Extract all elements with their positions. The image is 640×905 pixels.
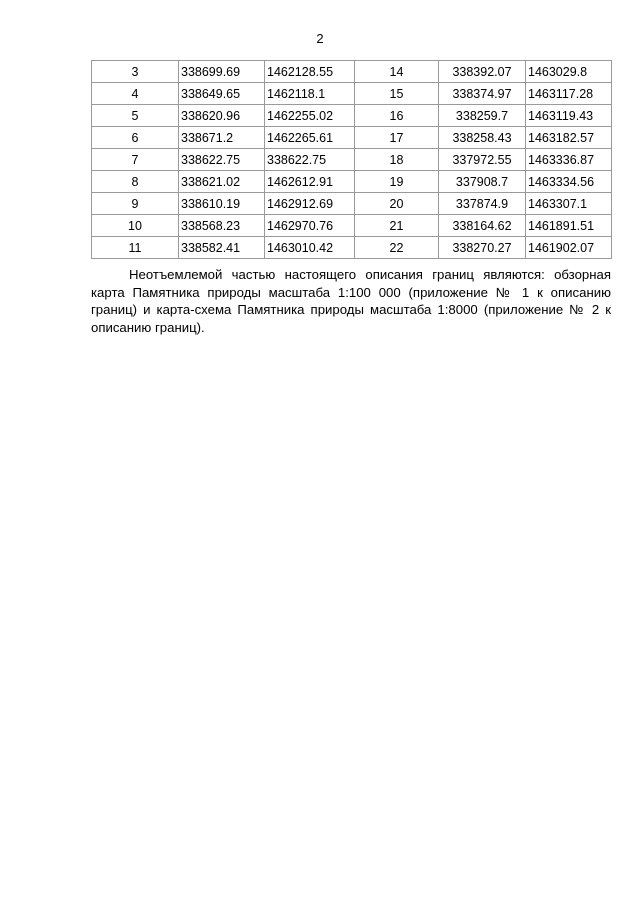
- table-row: [92, 105, 612, 127]
- y-coordinate-cell: 1461902.07: [526, 237, 612, 259]
- x-coordinate-cell: 338622.75: [179, 149, 265, 171]
- point-number-cell: 17: [355, 127, 439, 149]
- y-coordinate-cell: 1463117.28: [526, 83, 612, 105]
- table-row: [92, 171, 612, 193]
- point-number-cell: 9: [92, 193, 179, 215]
- y-coordinate-cell: 1463336.87: [526, 149, 612, 171]
- point-number-cell: 18: [355, 149, 439, 171]
- y-coordinate-cell: 1462118.1: [265, 83, 355, 105]
- point-number-cell: 21: [355, 215, 439, 237]
- y-coordinate-cell: 1463334.56: [526, 171, 612, 193]
- x-coordinate-cell: 338392.07: [439, 61, 526, 83]
- y-coordinate-cell: 1462970.76: [265, 215, 355, 237]
- coordinates-table-body: [92, 61, 612, 259]
- x-coordinate-cell: 338164.62: [439, 215, 526, 237]
- point-number-cell: 11: [92, 237, 179, 259]
- y-coordinate-cell: 1462128.55: [265, 61, 355, 83]
- point-number-cell: 15: [355, 83, 439, 105]
- point-number-cell: 3: [92, 61, 179, 83]
- y-coordinate-cell: 1463010.42: [265, 237, 355, 259]
- table-row: [92, 149, 612, 171]
- x-coordinate-cell: 338258.43: [439, 127, 526, 149]
- y-coordinate-cell: 1462265.61: [265, 127, 355, 149]
- x-coordinate-cell: 338374.97: [439, 83, 526, 105]
- x-coordinate-cell: 338610.19: [179, 193, 265, 215]
- x-coordinate-cell: 338259.7: [439, 105, 526, 127]
- annex-description-paragraph: Неотъемлемой частью настоящего описания границ являются: обзорная карта Памятника природы масштаба 1:100 000 (приложение № 1 к описанию границ) и карта-схема Памятника природы масштаба 1:8000 (приложение № 2 к описанию границ).: [91, 267, 611, 335]
- table-row: [92, 237, 612, 259]
- y-coordinate-cell: 1461891.51: [526, 215, 612, 237]
- x-coordinate-cell: 338649.65: [179, 83, 265, 105]
- x-coordinate-cell: 338582.41: [179, 237, 265, 259]
- table-row: [92, 83, 612, 105]
- point-number-cell: 16: [355, 105, 439, 127]
- table-row: [92, 215, 612, 237]
- y-coordinate-cell: 1463119.43: [526, 105, 612, 127]
- point-number-cell: 20: [355, 193, 439, 215]
- y-coordinate-cell: 1462255.02: [265, 105, 355, 127]
- point-number-cell: 5: [92, 105, 179, 127]
- x-coordinate-cell: 337874.9: [439, 193, 526, 215]
- x-coordinate-cell: 338621.02: [179, 171, 265, 193]
- x-coordinate-cell: 337908.7: [439, 171, 526, 193]
- x-coordinate-cell: 338671.2: [179, 127, 265, 149]
- y-coordinate-cell: 338622.75: [265, 149, 355, 171]
- x-coordinate-cell: 338620.96: [179, 105, 265, 127]
- point-number-cell: 6: [92, 127, 179, 149]
- table-row: [92, 61, 612, 83]
- coordinates-table: [91, 60, 612, 259]
- point-number-cell: 8: [92, 171, 179, 193]
- table-row: [92, 193, 612, 215]
- x-coordinate-cell: 338699.69: [179, 61, 265, 83]
- x-coordinate-cell: 338568.23: [179, 215, 265, 237]
- point-number-cell: 19: [355, 171, 439, 193]
- y-coordinate-cell: 1462912.69: [265, 193, 355, 215]
- point-number-cell: 14: [355, 61, 439, 83]
- y-coordinate-cell: 1463182.57: [526, 127, 612, 149]
- page-number: 2: [316, 31, 324, 46]
- point-number-cell: 4: [92, 83, 179, 105]
- point-number-cell: 10: [92, 215, 179, 237]
- y-coordinate-cell: 1462612.91: [265, 171, 355, 193]
- x-coordinate-cell: 338270.27: [439, 237, 526, 259]
- x-coordinate-cell: 337972.55: [439, 149, 526, 171]
- point-number-cell: 22: [355, 237, 439, 259]
- table-row: [92, 127, 612, 149]
- y-coordinate-cell: 1463307.1: [526, 193, 612, 215]
- y-coordinate-cell: 1463029.8: [526, 61, 612, 83]
- point-number-cell: 7: [92, 149, 179, 171]
